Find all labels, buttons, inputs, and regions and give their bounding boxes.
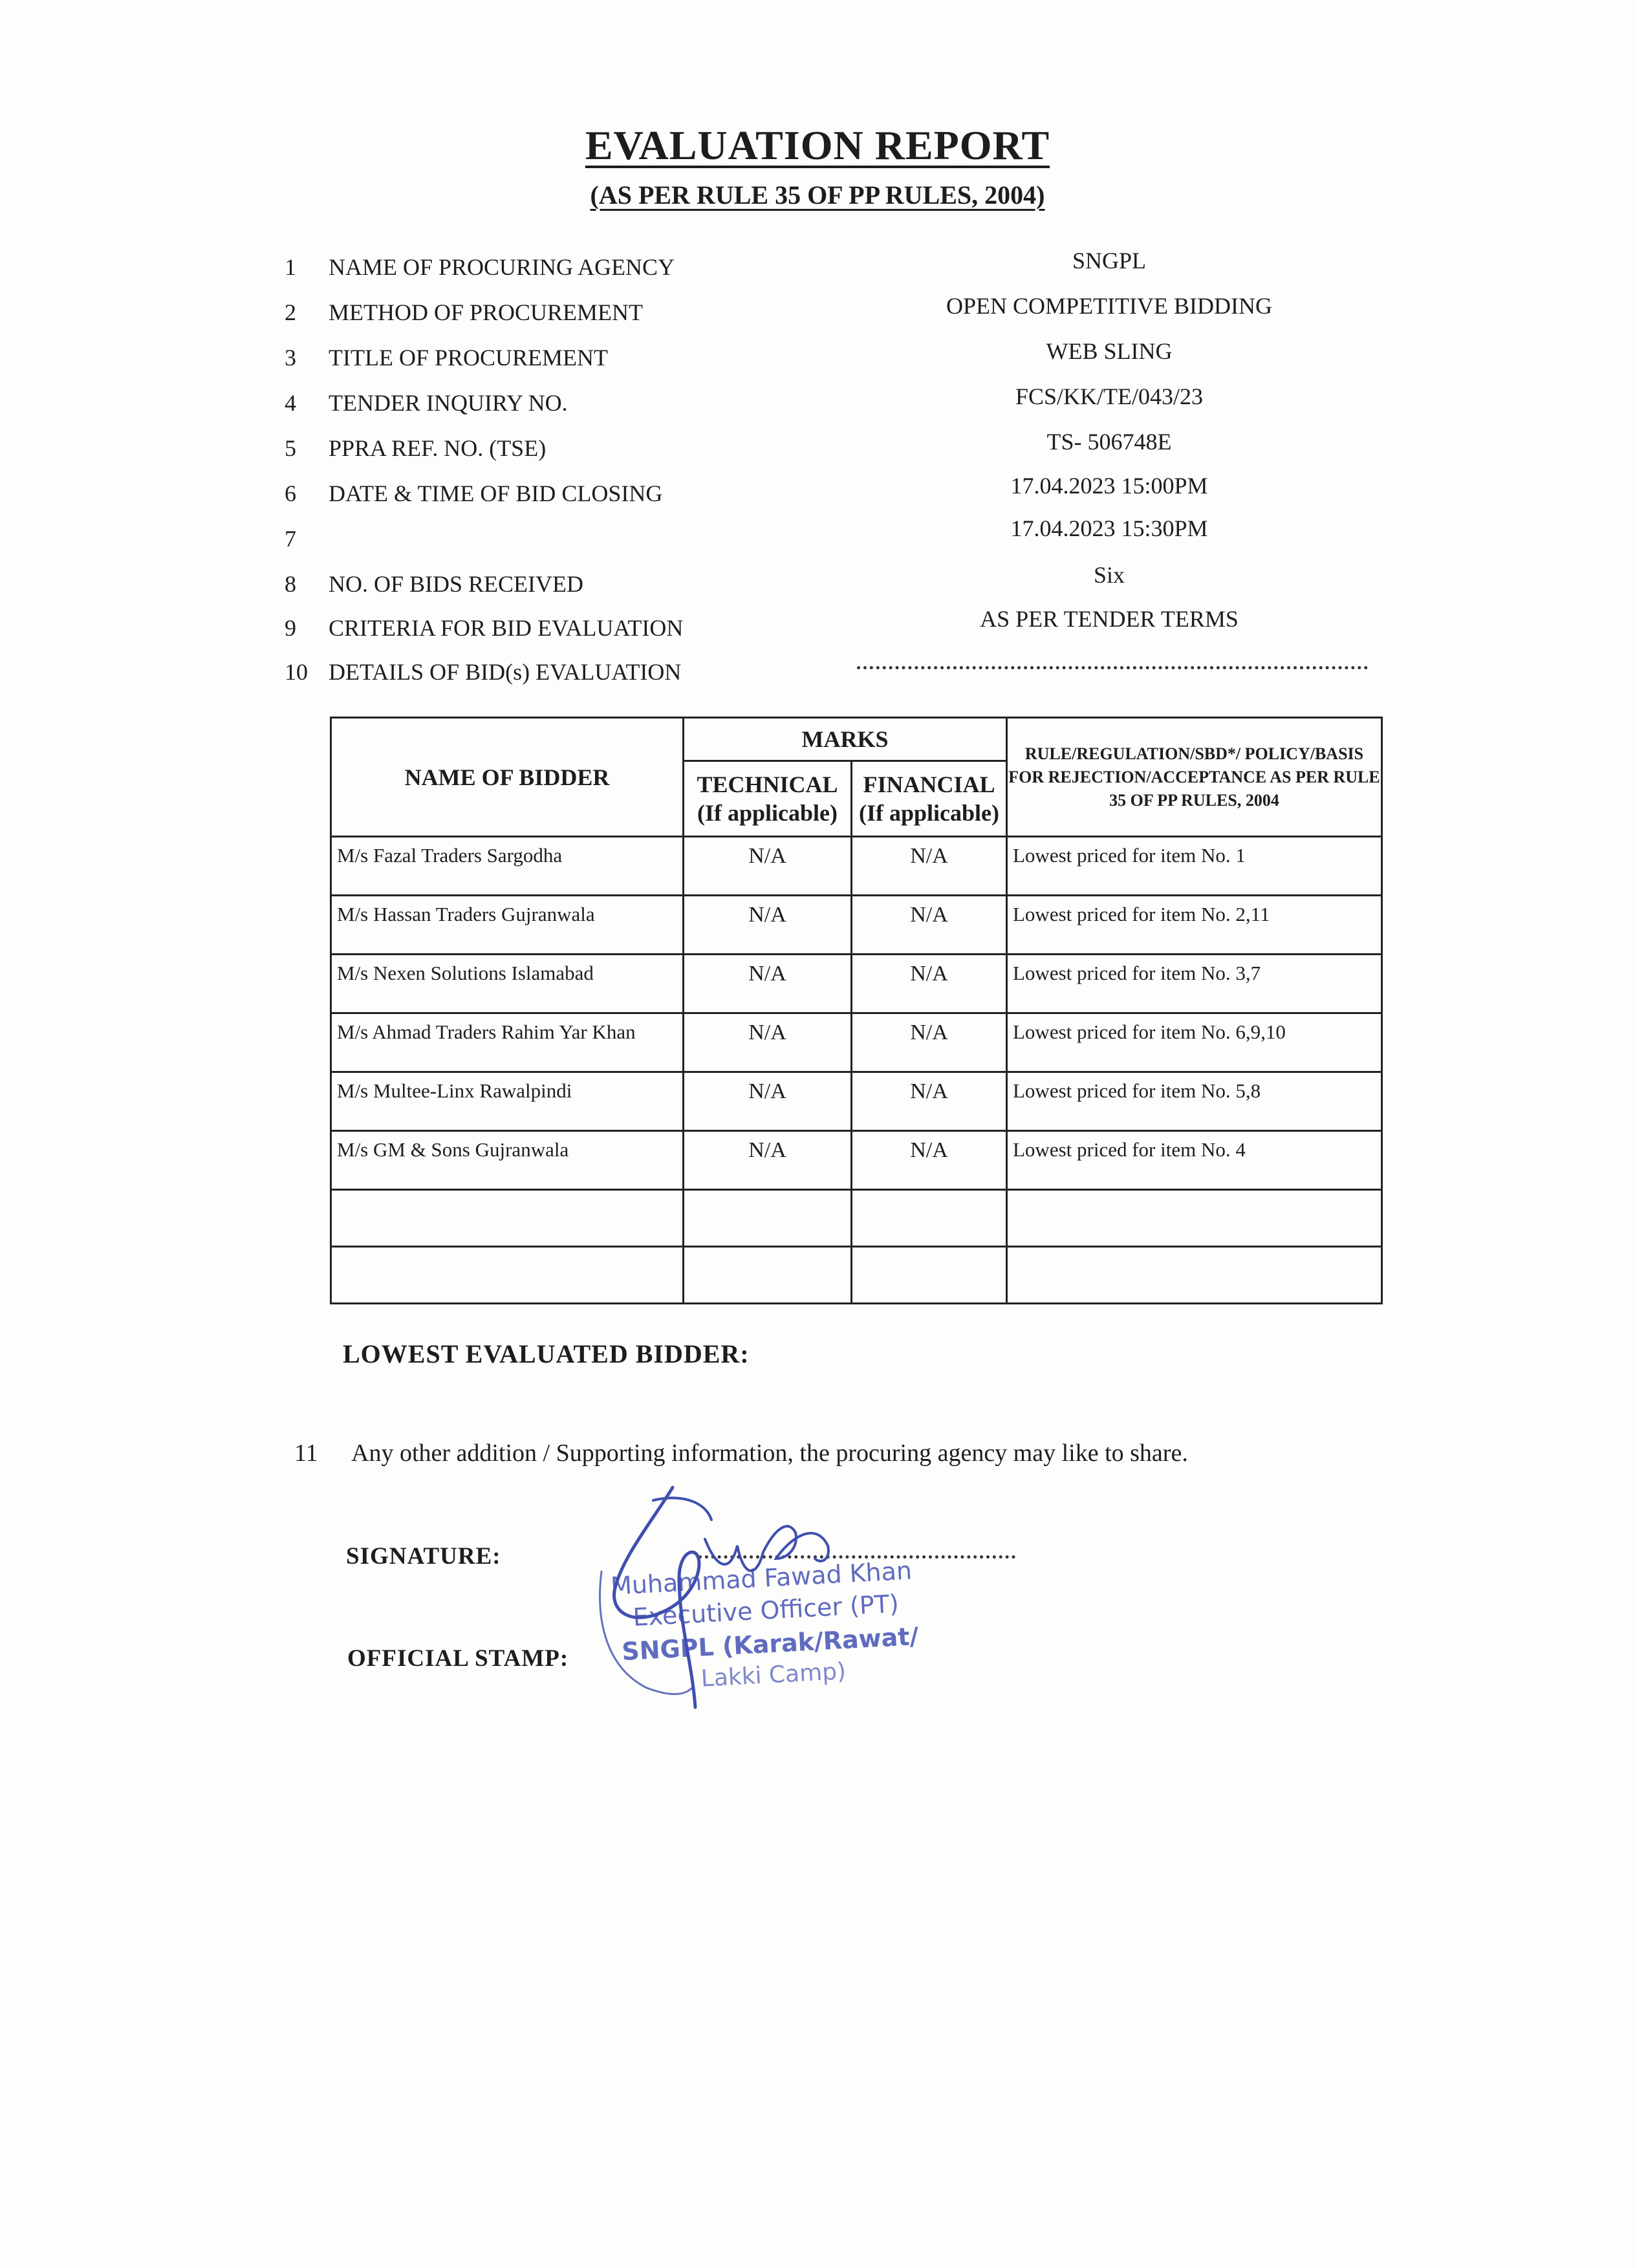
- financial-marks: N/A: [852, 1013, 1007, 1072]
- rule-basis: Lowest priced for item No. 4: [1007, 1131, 1382, 1190]
- field-row-method: [0, 293, 1635, 338]
- field-label: PPRA REF. NO. (TSE): [329, 435, 547, 461]
- field-label: DATE & TIME OF BID CLOSING: [329, 481, 663, 506]
- field-number: 3: [285, 345, 296, 371]
- technical-marks: N/A: [684, 896, 852, 955]
- field-row-title: [0, 338, 1635, 383]
- technical-marks: N/A: [684, 1072, 852, 1131]
- rule-basis: Lowest priced for item No. 1: [1007, 837, 1382, 896]
- table-row: [331, 1013, 1382, 1072]
- field-number: 5: [285, 435, 296, 461]
- financial-marks: N/A: [852, 955, 1007, 1013]
- field-value: 17.04.2023 15:00PM: [1010, 473, 1208, 499]
- field-value: 17.04.2023 15:30PM: [1010, 515, 1208, 541]
- technical-marks: N/A: [684, 955, 852, 1013]
- field-value: TS- 506748E: [1046, 429, 1172, 455]
- field-label: DETAILS OF BID(s) EVALUATION: [329, 659, 682, 685]
- bidder-name: M/s Ahmad Traders Rahim Yar Khan: [331, 1013, 684, 1072]
- field-row-procuring-agency: [0, 248, 1635, 292]
- bidder-name: M/s Hassan Traders Gujranwala: [331, 896, 684, 955]
- field-number: 4: [285, 390, 296, 416]
- field-number: 8: [285, 571, 296, 597]
- financial-marks: N/A: [852, 837, 1007, 896]
- financial-marks: N/A: [852, 1072, 1007, 1131]
- field-label: TENDER INQUIRY NO.: [329, 390, 568, 416]
- rule-basis: Lowest priced for item No. 5,8: [1007, 1072, 1382, 1131]
- header-financial: FINANCIAL (If applicable): [852, 761, 1007, 837]
- header-rule: RULE/REGULATION/SBD*/ POLICY/BASIS FOR REJECTION/ACCEPTANCE AS PER RULE 35 OF PP RULES, 2004: [1007, 718, 1382, 837]
- rule-basis: Lowest priced for item No. 3,7: [1007, 955, 1382, 1013]
- stamp-name: Muhammad Fawad Khan: [609, 1556, 913, 1601]
- field-row-criteria: [0, 606, 1635, 653]
- field-value: SNGPL: [1072, 248, 1147, 274]
- field-label: NAME OF PROCURING AGENCY: [329, 254, 675, 280]
- financial-marks: N/A: [852, 896, 1007, 955]
- report-title: EVALUATION REPORT: [585, 122, 1050, 168]
- field-number: 2: [285, 299, 296, 325]
- field-value: OPEN COMPETITIVE BIDDING: [946, 293, 1272, 319]
- signature-label: SIGNATURE:: [346, 1543, 501, 1570]
- field-value: FCS/KK/TE/043/23: [1015, 383, 1204, 409]
- official-stamp-label: OFFICIAL STAMP:: [347, 1645, 569, 1672]
- field-label: TITLE OF PROCUREMENT: [329, 345, 608, 371]
- technical-marks: N/A: [684, 1013, 852, 1072]
- field-number: 6: [285, 481, 296, 506]
- bidder-name: M/s Multee-Linx Rawalpindi: [331, 1072, 684, 1131]
- bidder-name: M/s Nexen Solutions Islamabad: [331, 955, 684, 1013]
- lowest-evaluated-bidder-label: LOWEST EVALUATED BIDDER:: [343, 1339, 750, 1368]
- field-row-7: [0, 515, 1635, 564]
- header-marks: MARKS: [684, 718, 1007, 761]
- field-row-details: [0, 658, 1635, 697]
- bidder-name: M/s GM & Sons Gujranwala: [331, 1131, 684, 1190]
- header-technical: TECHNICAL (If applicable): [684, 761, 852, 837]
- table-row: [331, 1072, 1382, 1131]
- field-value: AS PER TENDER TERMS: [980, 606, 1239, 632]
- stamp-location: Lakki Camp): [700, 1658, 847, 1692]
- table-row: [331, 837, 1382, 896]
- stamp-organization: SNGPL (Karak/Rawat/: [621, 1621, 920, 1666]
- technical-marks: N/A: [684, 837, 852, 896]
- field-label: CRITERIA FOR BID EVALUATION: [329, 615, 684, 641]
- field-row-bid-closing: [0, 473, 1635, 519]
- header-name-of-bidder: NAME OF BIDDER: [331, 718, 684, 837]
- field-number: 1: [285, 254, 296, 280]
- technical-marks: N/A: [684, 1131, 852, 1190]
- item-number: 11: [294, 1440, 318, 1467]
- stamp-designation: Executive Officer (PT): [632, 1589, 900, 1632]
- rule-basis: Lowest priced for item No. 6,9,10: [1007, 1013, 1382, 1072]
- details-dotted-line: [857, 660, 1368, 669]
- field-value: Six: [1093, 562, 1125, 588]
- field-row-ppra-ref: [0, 429, 1635, 473]
- table-row: [331, 1131, 1382, 1190]
- field-row-bids-received: [0, 562, 1635, 609]
- item-text: Any other addition / Supporting information, the procuring agency may like to share.: [351, 1440, 1188, 1467]
- field-number: 7: [285, 526, 296, 552]
- field-label: METHOD OF PROCUREMENT: [329, 299, 644, 325]
- field-number: 10: [285, 659, 308, 685]
- table-row-empty: [331, 1190, 1382, 1247]
- handwritten-signature: [582, 1481, 867, 1720]
- report-subtitle: (AS PER RULE 35 OF PP RULES, 2004): [590, 180, 1045, 210]
- field-number: 9: [285, 615, 296, 641]
- field-row-tender-inquiry: [0, 383, 1635, 428]
- table-row-empty: [331, 1247, 1382, 1304]
- table-row: [331, 896, 1382, 955]
- table-row: [331, 955, 1382, 1013]
- field-value: WEB SLING: [1046, 338, 1173, 364]
- bid-evaluation-table: [330, 717, 1383, 1304]
- field-label: NO. OF BIDS RECEIVED: [329, 571, 584, 597]
- rule-basis: Lowest priced for item No. 2,11: [1007, 896, 1382, 955]
- financial-marks: N/A: [852, 1131, 1007, 1190]
- bidder-name: M/s Fazal Traders Sargodha: [331, 837, 684, 896]
